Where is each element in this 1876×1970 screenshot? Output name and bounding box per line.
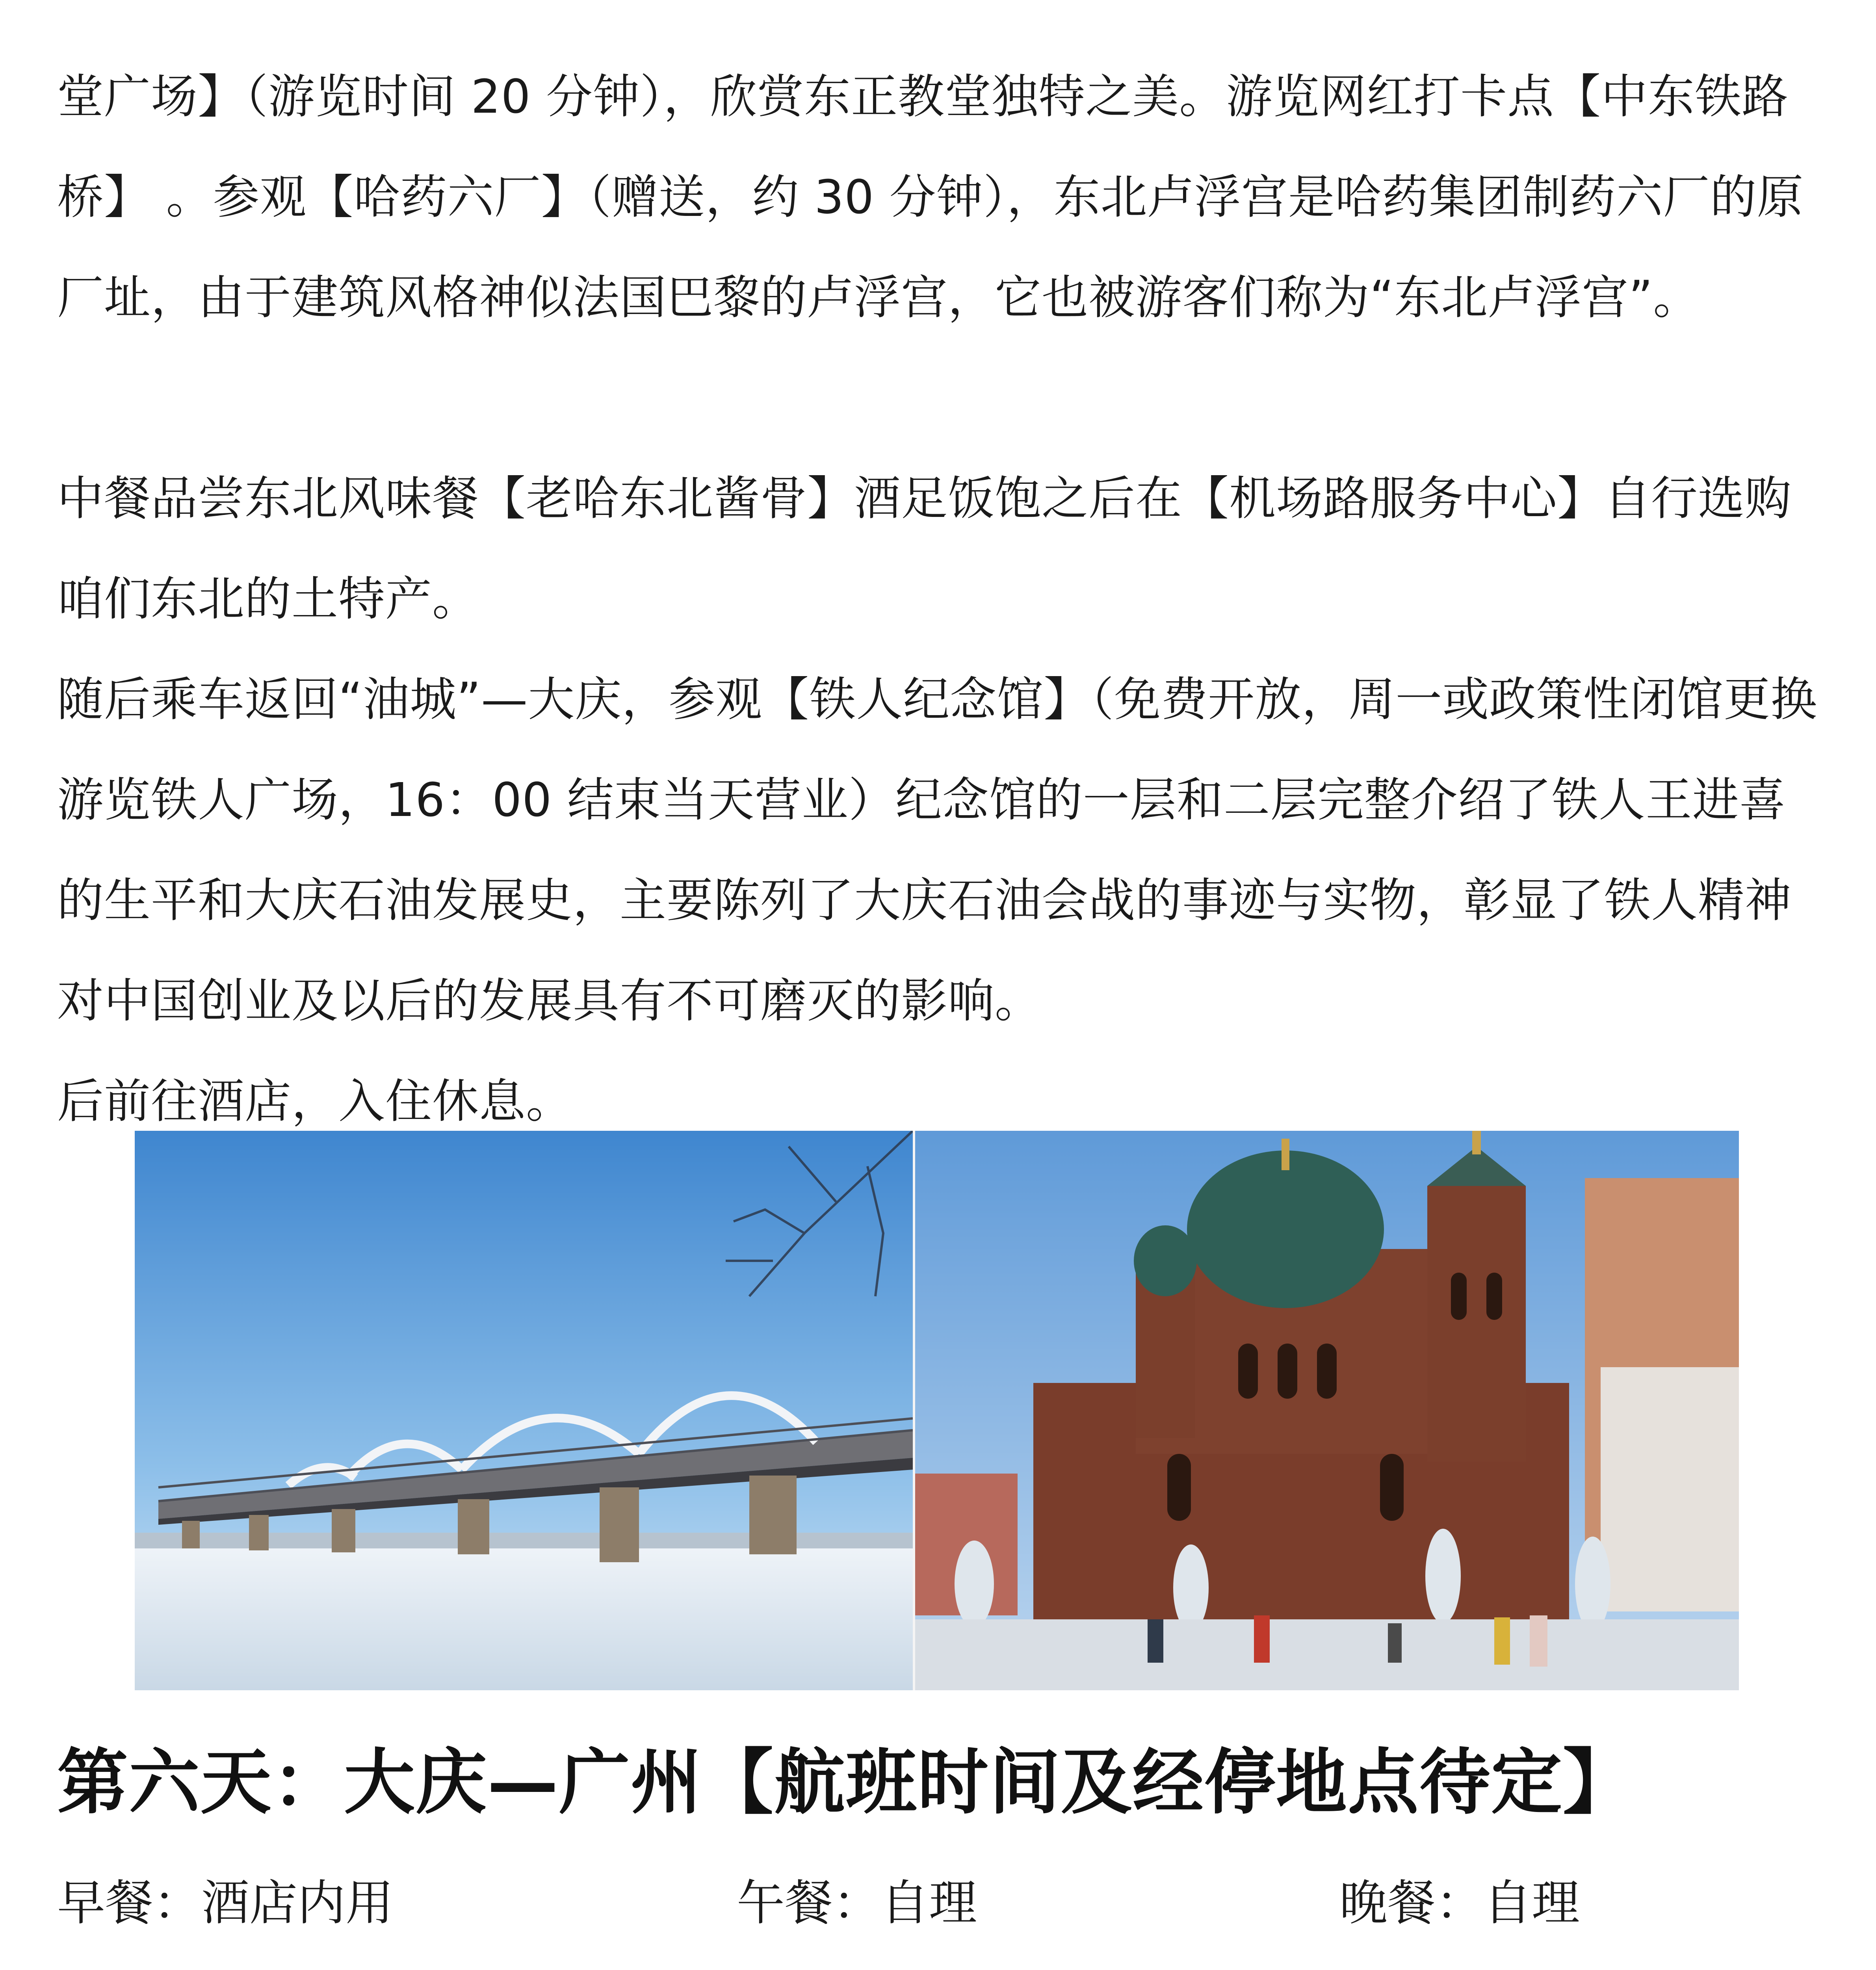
- railway-bridge-photo: [135, 1131, 913, 1690]
- st-sophia-cathedral-photo: [915, 1131, 1739, 1690]
- day-six-title: 第六天：大庆—广州【航班时间及经停地点待定】: [57, 1741, 1635, 1824]
- paragraph-lunch-shopping: 中餐品尝东北风味餐【老哈东北酱骨】酒足饭饱之后在【机场路服务中心】自行选购咱们东北的土特产。: [57, 471, 1792, 626]
- breakfast-info: 早餐：酒店内用: [57, 1875, 394, 1931]
- lunch-info: 午餐：自理: [737, 1875, 977, 1931]
- paragraph-hotel: 后前往酒店，入住休息。: [57, 1074, 573, 1128]
- photo-strip: [135, 1131, 1739, 1690]
- paragraph-sophia-bridge-pharmacy: 堂广场】（游览时间 20 分钟），欣赏东正教堂独特之美。游览网红打卡点【中东铁路桥】 。参观【哈药六厂】（赠送，约 30 分钟），东北卢浮宫是哈药集团制药六厂的原厂址，由于建筑风格神似法国巴黎的卢浮宫，它也被游客们称为“东北卢浮宫”。: [57, 69, 1804, 325]
- dinner-info: 晚餐：自理: [1339, 1875, 1580, 1931]
- meal-row: [0, 1870, 1876, 1937]
- paragraph-daqing-iron-man-museum: 随后乘车返回“油城”—大庆，参观【铁人纪念馆】（免费开放，周一或政策性闭馆更换游览铁人广场，16：00 结束当天营业）纪念馆的一层和二层完整介绍了铁人王进喜的生平和大庆石油发展史，主要陈列了大庆石油会战的事迹与实物，彰显了铁人精神对中国创业及以后的发展具有不可磨灭的影响。: [57, 672, 1818, 1028]
